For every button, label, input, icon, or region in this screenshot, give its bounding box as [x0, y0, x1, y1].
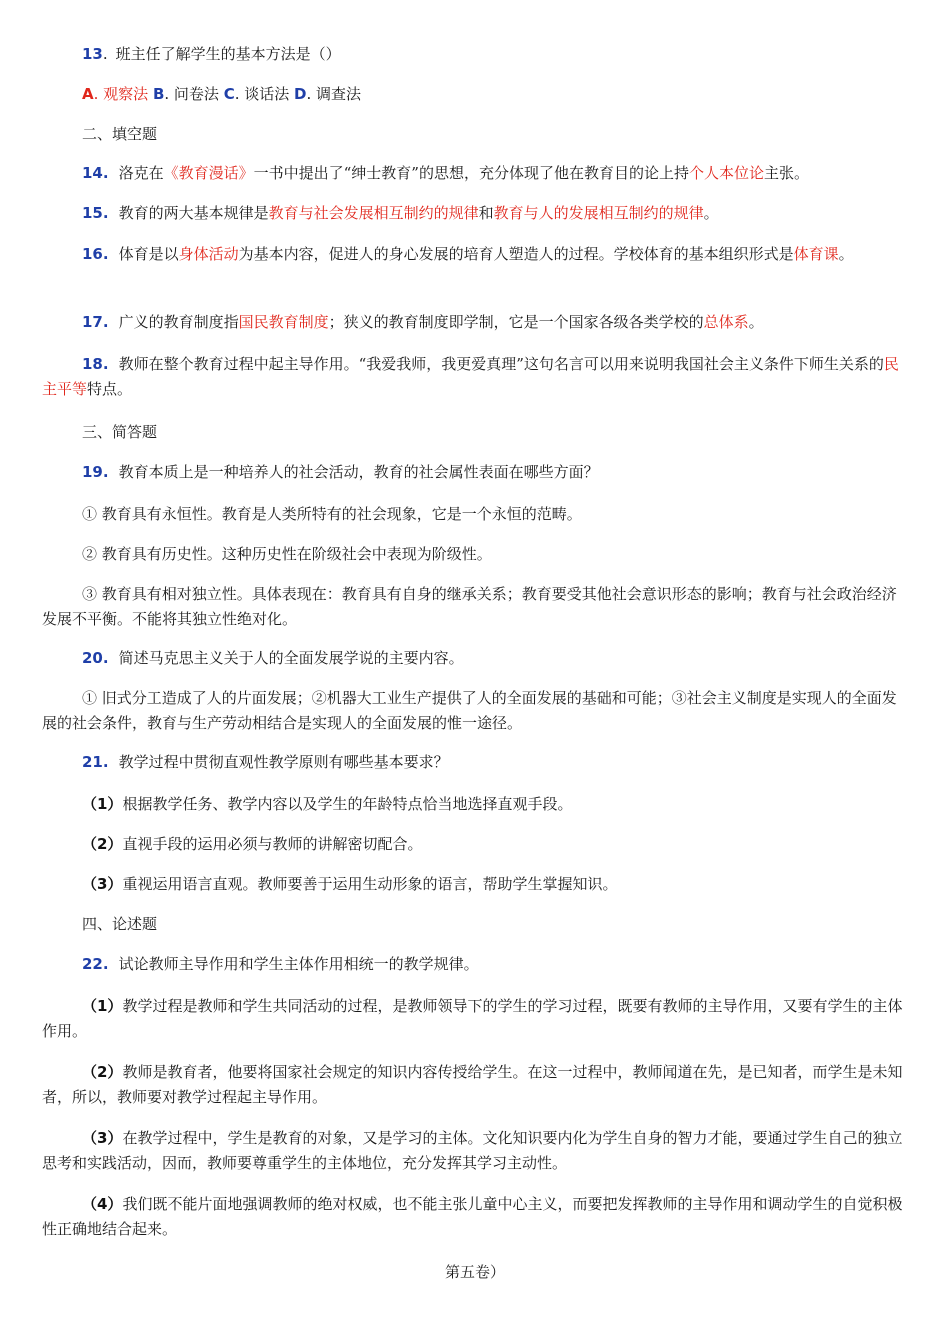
question-22 [42, 952, 908, 977]
question-13 [42, 42, 908, 67]
answer-highlight: 教育与人的发展相互制约的规律 [493, 204, 704, 222]
answer-highlight: 《教育漫话》 [163, 164, 254, 182]
question-text: 特点。 [87, 380, 133, 398]
answer-text: 直视手段的运用必须与教师的讲解密切配合。 [122, 835, 423, 853]
answer-19-2: ② 教育具有历史性。这种历史性在阶级社会中表现为阶级性。 [82, 545, 492, 563]
question-number: 17. [82, 313, 109, 331]
answer-number: （2） [82, 835, 123, 853]
question-text: 试论教师主导作用和学生主体作用相统一的教学规律。 [118, 955, 479, 973]
answer-highlight: 国民教育制度 [238, 313, 329, 331]
answer-text: 我们既不能片面地强调教师的绝对权威，也不能主张儿童中心主义，而要把发挥教师的主导作用和调动学生的自觉积极性正确地结合起来。 [42, 1195, 903, 1238]
question-number: 16. [82, 245, 109, 263]
answer-highlight: 总体系 [703, 313, 749, 331]
option-b-letter: B [152, 85, 165, 103]
question-separator: . [102, 45, 108, 63]
section-heading-essay: 四、论述题 [82, 915, 158, 933]
answer-highlight: 民主平等 [42, 355, 899, 398]
answer-number: （1） [82, 795, 123, 813]
question-18 [42, 352, 908, 402]
question-text: 简述马克思主义关于人的全面发展学说的主要内容。 [118, 649, 464, 667]
question-text: 。 [703, 204, 719, 222]
question-text: 广义的教育制度指 [118, 313, 239, 331]
answer-number: （1） [82, 997, 123, 1015]
section-heading-fill-in: 二、填空题 [82, 125, 158, 143]
option-c-text: . 谈话法 [234, 85, 290, 103]
question-text: 教学过程中贯彻直观性教学原则有哪些基本要求？ [118, 753, 449, 771]
question-text: 班主任了解学生的基本方法是（） [115, 45, 341, 63]
question-text: ；狭义的教育制度即学制，它是一个国家各级各类学校的 [328, 313, 704, 331]
question-number: 18. [82, 355, 109, 373]
page-footer: 第五卷） [444, 1263, 505, 1281]
option-d-letter: D [294, 85, 307, 103]
option-a-letter: A [82, 85, 94, 103]
option-b-text: . 问卷法 [164, 85, 219, 103]
question-text: 教育本质上是一种培养人的社会活动，教育的社会属性表面在哪些方面？ [118, 463, 599, 481]
answer-highlight: 身体活动 [178, 245, 239, 263]
answer-text: 教学过程是教师和学生共同活动的过程，是教师领导下的学生的学习过程，既要有教师的主导作用，又要有学生的主体作用。 [42, 997, 903, 1040]
question-text: 。 [748, 313, 764, 331]
question-21 [42, 750, 908, 775]
question-19 [42, 460, 908, 485]
answer-22-4 [42, 1192, 908, 1242]
answer-19-1: ① 教育具有永恒性。教育是人类所特有的社会现象，它是一个永恒的范畴。 [82, 505, 582, 523]
question-number: 15. [82, 204, 109, 222]
section-heading-short-answer: 三、简答题 [82, 423, 158, 441]
answer-highlight: 教育与社会发展相互制约的规律 [268, 204, 479, 222]
question-text: 体育是以 [118, 245, 179, 263]
option-a-text: . 观察法 [93, 85, 149, 103]
question-13-options [42, 82, 908, 107]
answer-highlight: 个人本位论 [688, 164, 764, 182]
answer-text: 根据教学任务、教学内容以及学生的年龄特点恰当地选择直观手段。 [122, 795, 573, 813]
question-number: 19. [82, 463, 109, 481]
question-number: 13 [82, 45, 103, 63]
answer-text: 教师是教育者，他要将国家社会规定的知识内容传授给学生。在这一过程中，教师闻道在先，是已知者，而学生是未知者，所以，教师要对教学过程起主导作用。 [42, 1063, 903, 1106]
question-20 [42, 646, 908, 671]
answer-21-1 [42, 792, 908, 817]
answer-21-2 [42, 832, 908, 857]
answer-highlight: 体育课 [793, 245, 839, 263]
question-number: 20. [82, 649, 109, 667]
question-text: 洛克在 [118, 164, 164, 182]
question-text: 主张。 [763, 164, 809, 182]
question-14 [42, 161, 908, 186]
option-c-letter: C [223, 85, 235, 103]
answer-22-1 [42, 994, 908, 1044]
answer-text: 重视运用语言直观。教师要善于运用生动形象的语言，帮助学生掌握知识。 [122, 875, 618, 893]
question-text: 教师在整个教育过程中起主导作用。“我爱我师，我更爱真理”这句名言可以用来说明我国社会主义条件下师生关系的 [118, 355, 884, 373]
answer-number: （3） [82, 875, 123, 893]
answer-number: （3） [82, 1129, 123, 1147]
answer-22-2 [42, 1060, 908, 1110]
answer-22-3 [42, 1126, 908, 1176]
question-text: 一书中提出了“绅士教育”的思想，充分体现了他在教育目的论上持 [253, 164, 689, 182]
answer-text: 在教学过程中，学生是教育的对象，又是学习的主体。文化知识要内化为学生自身的智力才能，要通过学生自己的独立思考和实践活动，因而，教师要尊重学生的主体地位，充分发挥其学习主动性。 [42, 1129, 903, 1172]
question-text: 教育的两大基本规律是 [118, 204, 269, 222]
answer-20: ① 旧式分工造成了人的片面发展；②机器大工业生产提供了人的全面发展的基础和可能；③社会主义制度是实现人的全面发展的社会条件，教育与生产劳动相结合是实现人的全面发展的惟一途径。 [42, 689, 897, 732]
answer-19-3: ③ 教育具有相对独立性。具体表现在：教育具有自身的继承关系；教育要受其他社会意识形态的影响；教育与社会政治经济发展不平衡。不能将其独立性绝对化。 [42, 585, 897, 628]
question-number: 21. [82, 753, 109, 771]
answer-number: （2） [82, 1063, 123, 1081]
question-number: 22. [82, 955, 109, 973]
option-d-text: . 调查法 [306, 85, 362, 103]
question-text: 为基本内容，促进人的身心发展的培育人塑造人的过程。学校体育的基本组织形式是 [238, 245, 794, 263]
question-17 [42, 310, 908, 335]
question-16 [42, 242, 908, 267]
question-text: 和 [478, 204, 494, 222]
question-number: 14. [82, 164, 109, 182]
answer-number: （4） [82, 1195, 123, 1213]
answer-21-3 [42, 872, 908, 897]
question-text: 。 [838, 245, 854, 263]
question-15 [42, 201, 908, 226]
